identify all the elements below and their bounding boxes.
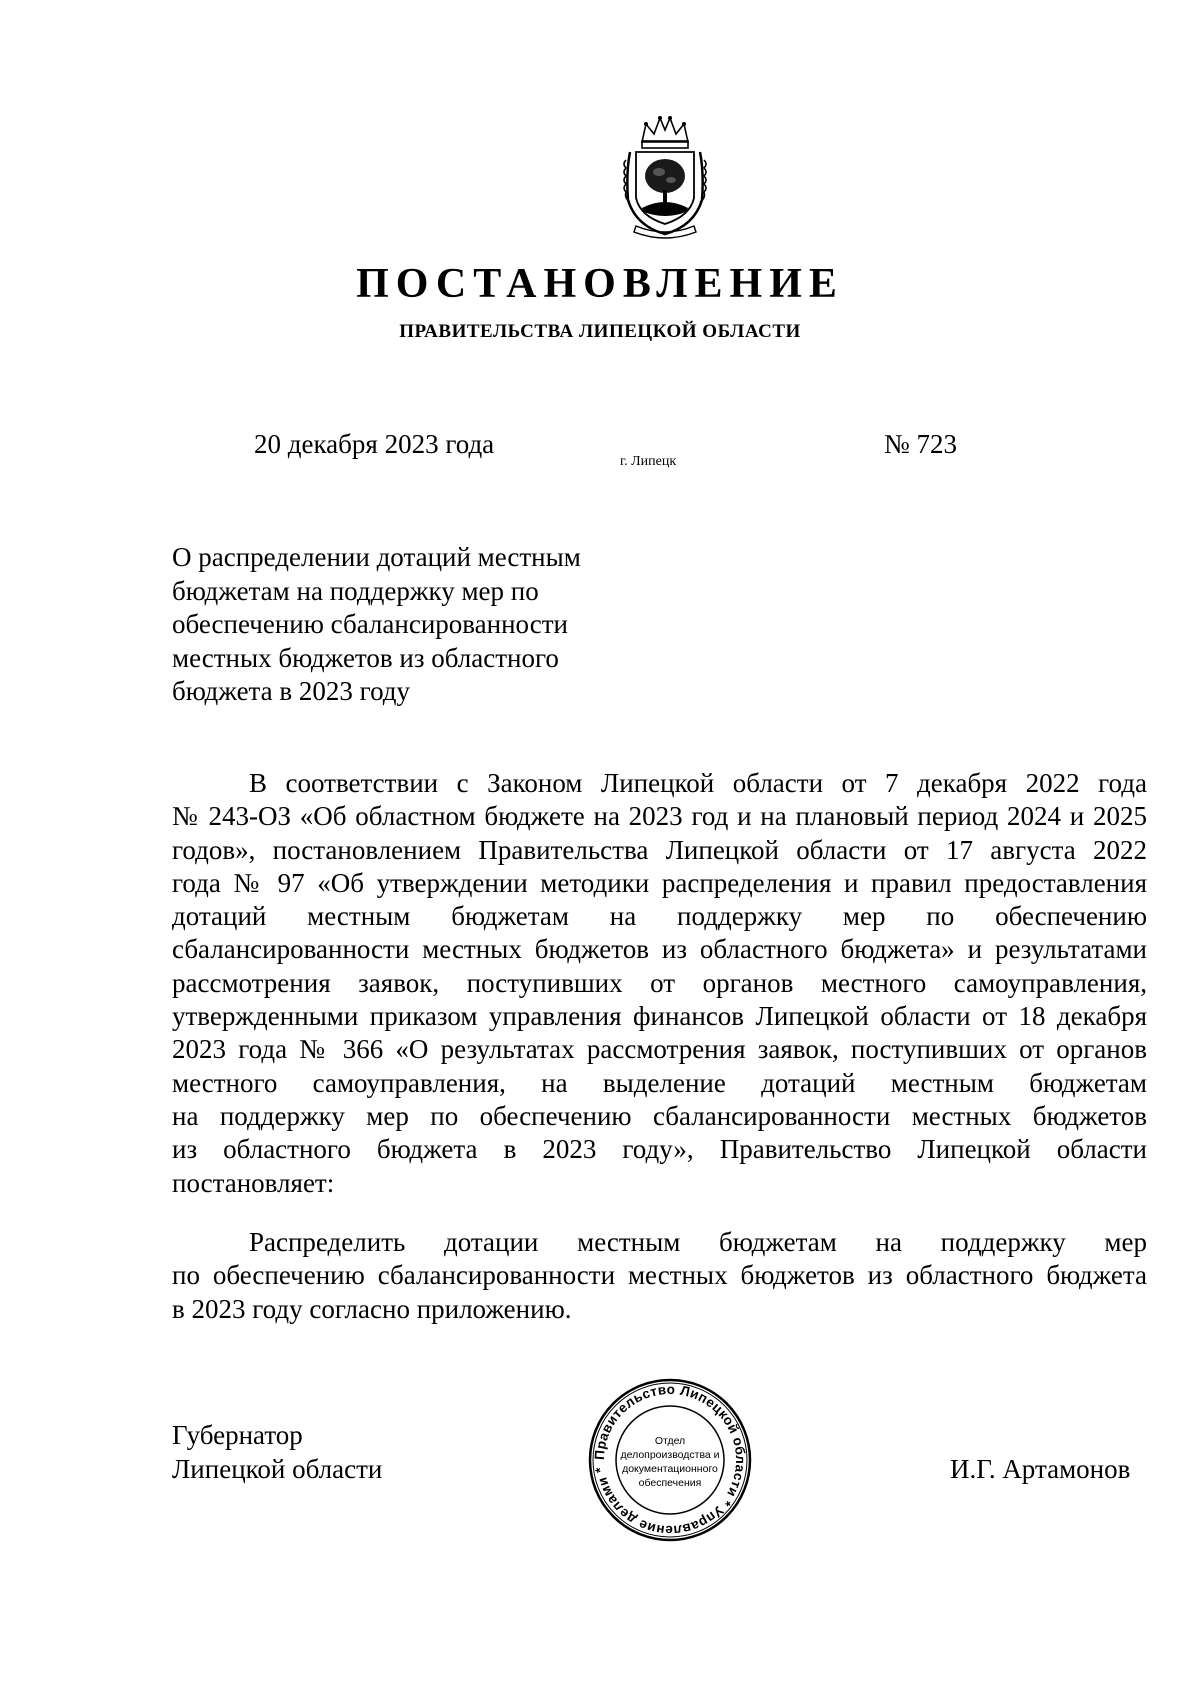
body-line: рассмотрения заявок, поступивших от органов местного самоуправления,: [172, 967, 1147, 998]
coat-of-arms-icon: [616, 112, 714, 240]
body-line: № 243-ОЗ «Об областном бюджете на 2023 год и на плановый период 2024 и 2025: [172, 801, 1147, 832]
document-title: ПОСТАНОВЛЕНИЕ: [356, 261, 844, 307]
preamble-paragraph: [172, 767, 1147, 1200]
official-stamp: [588, 1378, 752, 1542]
body-line: В соответствии с Законом Липецкой области от 7 декабря 2022 года: [249, 768, 1147, 798]
subject-line: бюджетам на поддержку мер по: [172, 575, 539, 606]
stamp-inner-line: обеспечения: [638, 1477, 702, 1489]
body-line: дотаций местным бюджетам на поддержку мер по обеспечению: [172, 901, 1147, 932]
body-line: на поддержку мер по обеспечению сбалансированности местных бюджетов: [172, 1100, 1147, 1131]
document-subtitle: ПРАВИТЕЛЬСТВА ЛИПЕЦКОЙ ОБЛАСТИ: [399, 321, 801, 342]
body-line: местного самоуправления, на выделение дотаций местным бюджетам: [172, 1067, 1147, 1098]
subject-line: бюджета в 2023 году: [172, 676, 411, 706]
subject-line: О распределении дотаций местным: [172, 542, 581, 572]
document-date: 20 декабря 2023 года: [254, 429, 495, 459]
stamp-inner-line: документационного: [622, 1463, 718, 1475]
signatory-title-line: Липецкой области: [172, 1454, 383, 1484]
subject-line: обеспечению сбалансированности: [172, 609, 568, 639]
body-line: 2023 года № 366 «О результатах рассмотрения заявок, поступивших от органов: [172, 1034, 1147, 1065]
resolution-paragraph: [172, 1226, 1147, 1326]
body-line: из областного бюджета в 2023 году», Правительство Липецкой области: [172, 1134, 1147, 1165]
document-number: № 723: [884, 429, 958, 459]
signatory-title: [172, 1418, 382, 1486]
stamp-inner-line: Отдел: [654, 1435, 686, 1447]
resolution-line: Распределить дотации местным бюджетам на поддержку мер: [249, 1227, 1147, 1257]
body-line: сбалансированности местных бюджетов из областного бюджета» и результатами: [172, 934, 1147, 965]
resolution-line: в 2023 году согласно приложению.: [172, 1293, 572, 1324]
body-line: утвержденными приказом управления финансов Липецкой области от 18 декабря: [172, 1001, 1147, 1032]
resolution-line: по обеспечению сбалансированности местных бюджетов из областного бюджета: [172, 1260, 1147, 1291]
stamp-outer-text: Правительство Липецкой области * Управление делами *: [591, 1381, 749, 1539]
subject-line: местных бюджетов из областного: [172, 642, 559, 673]
document-city: г. Липецк: [620, 454, 677, 469]
body-line: года № 97 «Об утверждении методики распределения и правил предоставления: [172, 867, 1147, 898]
body-line: постановляет:: [172, 1167, 335, 1198]
document-subject: [172, 541, 652, 709]
signatory-name: И.Г. Артамонов: [950, 1454, 1131, 1484]
stamp-inner-line: делопроизводства и: [620, 1449, 720, 1461]
signatory-title-line: Губернатор: [172, 1420, 303, 1450]
body-line: годов», постановлением Правительства Липецкой области от 17 августа 2022: [172, 834, 1147, 865]
